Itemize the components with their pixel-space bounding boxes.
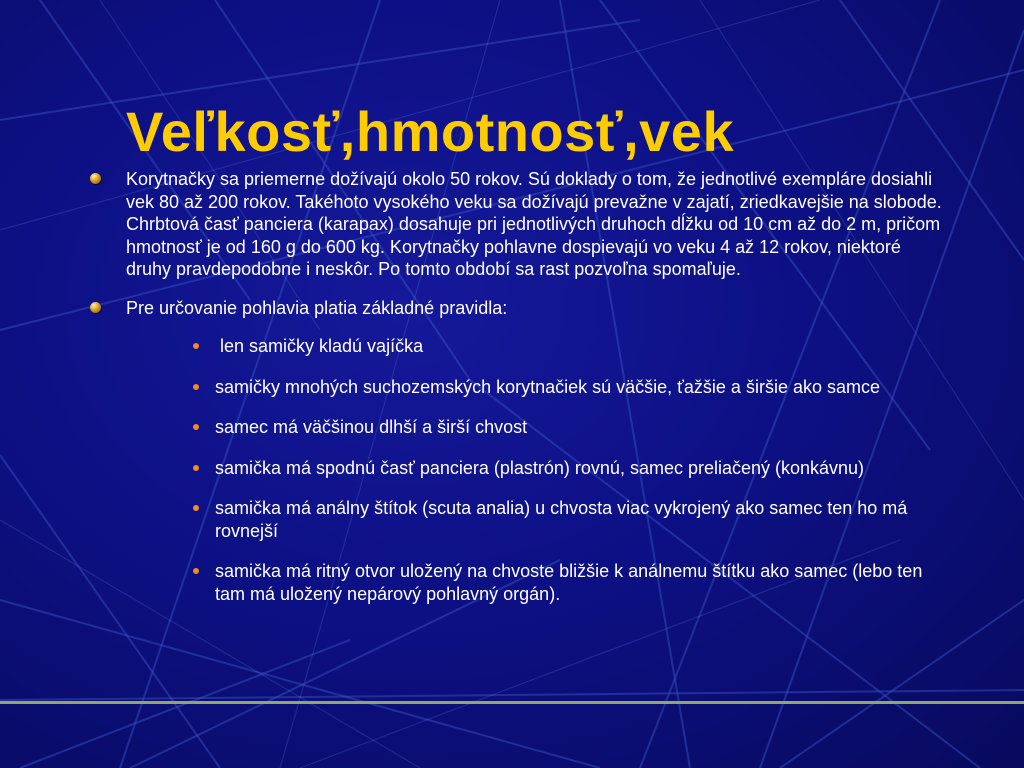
sub-bullet-item bbox=[215, 560, 950, 605]
orange-dot-icon bbox=[193, 465, 199, 471]
sub-bullet-item bbox=[215, 416, 950, 439]
sub-bullet-text: samička má ritný otvor uložený na chvoste bližšie k análnemu štítku ako samec (lebo ten tam má uložený nepárový pohlavný orgán). bbox=[215, 561, 923, 604]
orange-dot-icon bbox=[193, 424, 199, 430]
gold-bullet-icon bbox=[90, 173, 101, 184]
sub-bullet-item bbox=[215, 497, 950, 542]
slide-title: Veľkosť,hmotnosť,vek bbox=[126, 100, 735, 163]
gold-bullet-icon bbox=[90, 302, 101, 313]
sub-bullet-item bbox=[215, 376, 950, 399]
sub-bullet-text: samičky mnohých suchozemských korytnačiek sú väčšie, ťažšie a širšie ako samce bbox=[215, 376, 880, 397]
bullet-item bbox=[80, 168, 950, 281]
sub-bullet-text: samec má väčšinou dlhší a širší chvost bbox=[215, 417, 528, 437]
orange-dot-icon bbox=[193, 505, 199, 511]
bullet-item bbox=[80, 297, 950, 320]
bullet-text: Pre určovanie pohlavia platia základné pravidla: bbox=[126, 297, 508, 318]
sub-bullet-text: samička má spodnú časť panciera (plastrón) rovnú, samec preliačený (konkávnu) bbox=[215, 457, 865, 478]
bottom-divider bbox=[0, 701, 1024, 704]
sub-bullet-text: len samičky kladú vajíčka bbox=[215, 336, 424, 356]
orange-dot-icon bbox=[193, 343, 199, 349]
sub-bullet-text: samička má análny štítok (scuta analia) u chvosta viac vykrojený ako samec ten ho má rovnejší bbox=[215, 498, 908, 541]
slide-body bbox=[80, 168, 950, 623]
bullet-text: Korytnačky sa priemerne dožívajú okolo 50 rokov. Sú doklady o tom, že jednotlivé exempláre dosiahli vek 80 až 200 rokov. Takéhoto vysokého veku sa dožívajú prevažne v zajatí, zriedkavejšie na slobode. Chrbtová časť panciera (karapax) dosahuje pri jednotlivých druhoch dĺžku od 10 cm až do 2 m, pričom hmotnosť je od 160 g do 600 kg. Korytnačky pohlavne dospievajú vo veku 4 až 12 rokov, niektoré druhy pravdepodobne i neskôr. Po tomto období sa rast pozvoľna spomaľuje. bbox=[126, 169, 942, 279]
orange-dot-icon bbox=[193, 384, 199, 390]
sub-bullet-item bbox=[215, 335, 950, 358]
orange-dot-icon bbox=[193, 568, 199, 574]
sub-bullet-item bbox=[215, 457, 950, 480]
